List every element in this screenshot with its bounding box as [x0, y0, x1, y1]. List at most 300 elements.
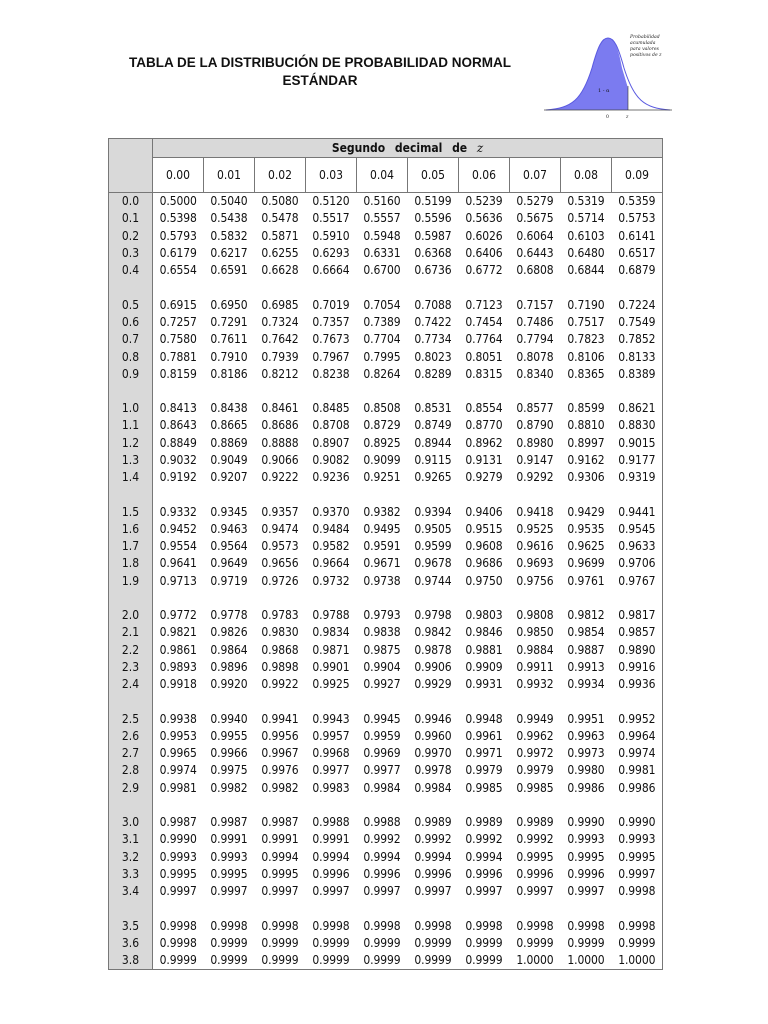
probability-cell: 0.8078 — [516, 349, 554, 364]
probability-cell: 0.9913 — [567, 659, 605, 674]
probability-cell: 0.9916 — [612, 659, 663, 676]
probability-cell: 0.9999 — [153, 952, 204, 970]
probability-cell: 0.9890 — [612, 642, 663, 659]
probability-cell: 0.9999 — [612, 935, 663, 952]
probability-cell: 0.9948 — [465, 711, 503, 726]
probability-cell: 0.9955 — [210, 728, 248, 743]
area-label: 1 - α — [598, 88, 610, 94]
z-value-cell: 1.8 — [109, 555, 153, 572]
probability-cell: 0.8340 — [516, 366, 554, 381]
probability-cell: 0.9998 — [159, 918, 197, 933]
z-value-cell: 1.4 — [109, 469, 153, 486]
probability-cell: 0.5279 — [516, 194, 554, 209]
probability-cell: 0.7549 — [612, 314, 663, 331]
probability-cell: 0.8708 — [312, 418, 350, 433]
probability-cell: 0.9996 — [414, 866, 452, 881]
probability-cell: 0.6103 — [567, 228, 605, 243]
probability-cell: 0.9999 — [312, 935, 350, 950]
probability-cell: 0.5398 — [159, 211, 197, 226]
probability-cell: 0.9997 — [159, 884, 197, 899]
probability-cell: 0.9099 — [363, 453, 401, 467]
probability-cell: 0.9778 — [210, 608, 248, 623]
probability-cell: 0.5199 — [414, 194, 452, 209]
group-spacer — [109, 486, 663, 503]
probability-cell: 0.9236 — [312, 470, 350, 485]
probability-cell: 0.6331 — [363, 246, 401, 261]
probability-cell: 0.9162 — [567, 453, 605, 467]
probability-cell: 0.9980 — [567, 763, 605, 778]
probability-cell: 0.9713 — [159, 573, 197, 588]
probability-cell: 0.9996 — [567, 866, 605, 881]
spacer-cell — [153, 279, 663, 296]
z-value-cell: 1.9 — [109, 573, 153, 590]
table-row — [109, 607, 663, 624]
probability-cell: 0.7995 — [363, 349, 401, 364]
probability-cell: 0.9974 — [159, 763, 197, 778]
probability-cell: 0.9115 — [414, 453, 452, 467]
probability-cell: 0.6480 — [567, 246, 605, 261]
probability-cell: 0.9992 — [516, 832, 554, 847]
probability-cell: 0.9599 — [414, 539, 452, 554]
probability-cell: 0.9963 — [567, 728, 605, 743]
probability-cell: 0.9406 — [465, 504, 503, 519]
probability-cell: 0.9996 — [516, 866, 554, 881]
probability-cell: 0.9989 — [465, 815, 503, 830]
probability-cell: 0.8389 — [612, 366, 663, 383]
probability-cell: 0.9719 — [210, 573, 248, 588]
probability-cell: 0.9925 — [312, 677, 350, 692]
probability-cell: 0.9834 — [312, 625, 350, 640]
table-row — [109, 366, 663, 383]
z-spacer-cell — [109, 486, 153, 503]
probability-cell: 0.9997 — [261, 884, 299, 899]
column-header: 0.01 — [204, 158, 255, 193]
probability-cell: 0.8643 — [159, 418, 197, 433]
probability-cell: 0.7939 — [261, 349, 299, 364]
probability-cell: 0.9999 — [255, 952, 306, 970]
probability-cell: 0.9997 — [567, 884, 605, 899]
probability-cell: 0.7852 — [612, 331, 663, 348]
probability-cell: 0.9957 — [312, 728, 350, 743]
probability-cell: 0.8944 — [414, 435, 452, 450]
probability-cell: 0.5239 — [465, 194, 503, 209]
probability-cell: 0.8365 — [567, 366, 605, 381]
probability-cell: 0.6915 — [159, 297, 197, 312]
z-value-cell: 0.4 — [109, 262, 153, 279]
column-header: 0.00 — [153, 158, 204, 193]
table-row — [109, 659, 663, 676]
table-row — [109, 831, 663, 848]
probability-cell: 0.9525 — [516, 521, 554, 536]
z-value-cell: 2.2 — [109, 642, 153, 659]
probability-cell: 0.5120 — [312, 194, 350, 209]
probability-cell: 0.9986 — [567, 780, 605, 795]
column-header: 0.06 — [459, 158, 510, 193]
probability-cell: 0.9495 — [363, 521, 401, 536]
probability-cell: 0.9898 — [261, 659, 299, 674]
probability-cell: 0.5319 — [567, 194, 605, 209]
table-row — [109, 400, 663, 417]
probability-cell: 0.7257 — [159, 314, 197, 329]
probability-cell: 0.9965 — [159, 746, 197, 761]
probability-cell: 0.8212 — [261, 366, 299, 381]
probability-cell: 1.0000 — [561, 952, 612, 970]
probability-cell: 0.9616 — [516, 539, 554, 554]
z-value-cell: 1.6 — [109, 521, 153, 538]
z-value-cell: 3.3 — [109, 866, 153, 883]
table-row — [109, 624, 663, 641]
probability-cell: 0.7910 — [210, 349, 248, 364]
probability-cell: 0.9992 — [363, 832, 401, 847]
table-row — [109, 642, 663, 659]
z-value-cell: 3.2 — [109, 849, 153, 866]
probability-cell: 0.9981 — [159, 780, 197, 795]
annotation-line-3: para valores — [630, 47, 659, 52]
probability-cell: 0.7704 — [363, 332, 401, 347]
column-header: 0.04 — [357, 158, 408, 193]
probability-cell: 0.5517 — [312, 211, 350, 226]
probability-cell: 0.7580 — [159, 332, 197, 347]
probability-cell: 0.9966 — [210, 746, 248, 761]
probability-cell: 0.7486 — [516, 314, 554, 329]
probability-cell: 0.7967 — [312, 349, 350, 364]
probability-cell: 0.6628 — [261, 263, 299, 278]
probability-cell: 0.9279 — [465, 470, 503, 485]
probability-cell: 0.9821 — [159, 625, 197, 640]
probability-cell: 0.6064 — [516, 228, 554, 243]
table-row — [109, 883, 663, 900]
probability-cell: 0.9803 — [465, 608, 503, 623]
z-value-cell: 0.8 — [109, 348, 153, 365]
probability-cell: 0.9982 — [261, 780, 299, 795]
z-value-cell: 3.4 — [109, 883, 153, 900]
probability-cell: 0.5753 — [612, 210, 663, 227]
probability-cell: 0.7224 — [612, 296, 663, 313]
group-spacer — [109, 383, 663, 400]
z-value-cell: 2.3 — [109, 659, 153, 676]
probability-cell: 0.7291 — [210, 314, 248, 329]
probability-cell: 0.9986 — [612, 780, 663, 797]
probability-cell: 0.9463 — [210, 521, 248, 536]
probability-cell: 0.9997 — [312, 884, 350, 899]
probability-cell: 0.6879 — [612, 262, 663, 279]
table-row — [109, 573, 663, 590]
z-value-cell: 0.2 — [109, 228, 153, 245]
probability-cell: 0.9920 — [210, 677, 248, 692]
z-value-cell: 1.2 — [109, 435, 153, 452]
z-value-cell: 0.9 — [109, 366, 153, 383]
probability-cell: 0.9871 — [312, 642, 350, 657]
probability-cell: 0.9881 — [465, 642, 503, 657]
group-spacer — [109, 693, 663, 710]
probability-cell: 1.0000 — [612, 952, 663, 970]
spacer-cell — [153, 590, 663, 607]
probability-cell: 0.9744 — [414, 573, 452, 588]
probability-cell: 0.9857 — [612, 624, 663, 641]
probability-cell: 0.9664 — [312, 556, 350, 571]
probability-cell: 0.7054 — [363, 297, 401, 312]
table-row — [109, 849, 663, 866]
table-row — [109, 935, 663, 952]
z-value-cell: 3.1 — [109, 831, 153, 848]
probability-cell: 0.5438 — [210, 211, 248, 226]
probability-cell: 0.9977 — [363, 763, 401, 778]
probability-cell: 0.9049 — [210, 453, 248, 467]
probability-cell: 0.6591 — [210, 263, 248, 278]
probability-cell: 0.6293 — [312, 246, 350, 261]
probability-cell: 0.9959 — [363, 728, 401, 743]
probability-cell: 0.7611 — [210, 332, 248, 347]
annotation-line-2: acumulada — [630, 41, 656, 46]
z-value-cell: 0.6 — [109, 314, 153, 331]
probability-cell: 0.9983 — [312, 780, 350, 795]
probability-cell: 0.9932 — [516, 677, 554, 692]
probability-cell: 0.9945 — [363, 711, 401, 726]
probability-cell: 0.9993 — [159, 849, 197, 864]
z-column-header — [109, 139, 153, 193]
column-header: 0.02 — [255, 158, 306, 193]
probability-cell: 0.9441 — [612, 503, 663, 520]
probability-cell: 0.9997 — [363, 884, 401, 899]
table-row — [109, 538, 663, 555]
probability-cell: 0.9973 — [567, 746, 605, 761]
probability-cell: 0.8925 — [363, 435, 401, 450]
probability-cell: 0.8997 — [567, 435, 605, 450]
spacer-cell — [153, 693, 663, 710]
probability-cell: 0.9943 — [312, 711, 350, 726]
probability-cell: 0.6179 — [159, 246, 197, 261]
probability-cell: 0.9999 — [459, 952, 510, 970]
probability-cell: 0.9998 — [516, 918, 554, 933]
column-header: 0.09 — [612, 158, 663, 193]
probability-cell: 0.7881 — [159, 349, 197, 364]
probability-cell: 0.9515 — [465, 521, 503, 536]
probability-cell: 0.7324 — [261, 314, 299, 329]
probability-cell: 0.9345 — [210, 504, 248, 519]
probability-cell: 0.9997 — [612, 866, 663, 883]
probability-cell: 0.9999 — [408, 952, 459, 970]
probability-cell: 0.5948 — [363, 228, 401, 243]
probability-cell: 0.9817 — [612, 607, 663, 624]
probability-cell: 0.9394 — [414, 504, 452, 519]
normal-curve-figure — [542, 28, 674, 122]
probability-cell: 0.8849 — [159, 435, 197, 450]
probability-cell: 0.9826 — [210, 625, 248, 640]
probability-cell: 0.8577 — [516, 401, 554, 416]
probability-cell: 0.9999 — [357, 952, 408, 970]
table-row — [109, 745, 663, 762]
table-row — [109, 710, 663, 727]
probability-cell: 0.9984 — [363, 780, 401, 795]
probability-cell: 0.8621 — [612, 400, 663, 417]
probability-cell: 0.9505 — [414, 521, 452, 536]
probability-cell: 0.9987 — [261, 815, 299, 830]
z-value-cell: 2.6 — [109, 728, 153, 745]
probability-cell: 0.9875 — [363, 642, 401, 657]
probability-cell: 0.5987 — [414, 228, 452, 243]
z-spacer-cell — [109, 279, 153, 296]
probability-cell: 0.9582 — [312, 539, 350, 554]
annotation-line-1: Probabilidad — [630, 35, 660, 40]
group-spacer — [109, 797, 663, 814]
z-spacer-cell — [109, 590, 153, 607]
probability-cell: 0.9999 — [465, 935, 503, 950]
column-header: 0.05 — [408, 158, 459, 193]
probability-cell: 0.9545 — [612, 521, 663, 538]
spacer-cell — [153, 797, 663, 814]
probability-cell: 0.9989 — [414, 815, 452, 830]
probability-cell: 0.9998 — [465, 918, 503, 933]
probability-cell: 0.9985 — [465, 780, 503, 795]
probability-cell: 0.9936 — [612, 676, 663, 693]
probability-cell: 0.9656 — [261, 556, 299, 571]
probability-cell: 0.9265 — [414, 470, 452, 485]
probability-cell: 0.8810 — [567, 418, 605, 433]
probability-cell: 0.8315 — [465, 366, 503, 381]
group-spacer — [109, 590, 663, 607]
probability-cell: 0.9956 — [261, 728, 299, 743]
column-header: 0.03 — [306, 158, 357, 193]
probability-cell: 0.9861 — [159, 642, 197, 657]
probability-cell: 0.7764 — [465, 332, 503, 347]
probability-cell: 0.9976 — [261, 763, 299, 778]
probability-cell: 0.9370 — [312, 504, 350, 519]
probability-cell: 0.9901 — [312, 659, 350, 674]
probability-cell: 0.9868 — [261, 642, 299, 657]
probability-cell: 0.9994 — [465, 849, 503, 864]
probability-cell: 0.8485 — [312, 401, 350, 416]
z-value-cell: 1.3 — [109, 452, 153, 469]
z-value-cell: 1.1 — [109, 417, 153, 434]
probability-cell: 0.8729 — [363, 418, 401, 433]
probability-cell: 0.9974 — [612, 745, 663, 762]
probability-cell: 0.6554 — [159, 263, 197, 278]
probability-cell: 0.9994 — [414, 849, 452, 864]
probability-cell: 0.6985 — [261, 297, 299, 312]
axis-z-label: z — [626, 115, 629, 120]
table-row — [109, 417, 663, 434]
probability-cell: 0.8749 — [414, 418, 452, 433]
probability-cell: 0.9997 — [210, 884, 248, 899]
probability-cell: 0.9929 — [414, 677, 452, 692]
probability-cell: 0.6255 — [261, 246, 299, 261]
probability-cell: 0.9998 — [414, 918, 452, 933]
probability-cell: 0.9418 — [516, 504, 554, 519]
probability-cell: 0.5160 — [363, 194, 401, 209]
z-value-cell: 3.5 — [109, 917, 153, 934]
probability-cell: 0.7123 — [465, 297, 503, 312]
probability-cell: 0.6664 — [312, 263, 350, 278]
probability-cell: 0.9808 — [516, 608, 554, 623]
probability-cell: 0.9964 — [612, 728, 663, 745]
probability-cell: 0.6844 — [567, 263, 605, 278]
probability-cell: 0.9962 — [516, 728, 554, 743]
table-row — [109, 780, 663, 797]
probability-cell: 0.9292 — [516, 470, 554, 485]
probability-cell: 0.6517 — [612, 245, 663, 262]
table-row — [109, 952, 663, 970]
probability-cell: 0.9934 — [567, 677, 605, 692]
probability-cell: 0.8159 — [159, 366, 197, 381]
probability-cell: 0.8770 — [465, 418, 503, 433]
probability-cell: 0.9911 — [516, 659, 554, 674]
probability-cell: 0.9999 — [516, 935, 554, 950]
probability-cell: 0.9032 — [159, 453, 197, 467]
probability-cell: 0.7517 — [567, 314, 605, 329]
probability-cell: 0.9918 — [159, 677, 197, 692]
probability-cell: 0.9995 — [612, 849, 663, 866]
probability-cell: 0.9896 — [210, 659, 248, 674]
z-value-cell: 3.8 — [109, 952, 153, 970]
probability-cell: 0.7389 — [363, 314, 401, 329]
probability-cell: 0.9971 — [465, 746, 503, 761]
probability-cell: 0.9767 — [612, 573, 663, 590]
probability-cell: 0.9788 — [312, 608, 350, 623]
probability-cell: 0.5080 — [261, 194, 299, 209]
probability-cell: 0.9996 — [312, 866, 350, 881]
probability-cell: 0.9996 — [363, 866, 401, 881]
probability-cell: 0.8289 — [414, 366, 452, 381]
table-row — [109, 210, 663, 227]
probability-cell: 0.8133 — [612, 348, 663, 365]
probability-cell: 0.9429 — [567, 504, 605, 519]
probability-cell: 0.9693 — [516, 556, 554, 571]
title-line-1: TABLA DE LA DISTRIBUCIÓN DE PROBABILIDAD NORMAL — [129, 55, 511, 70]
probability-cell: 0.7454 — [465, 314, 503, 329]
probability-cell: 0.9772 — [159, 608, 197, 623]
probability-cell: 0.9984 — [414, 780, 452, 795]
z-value-cell: 2.1 — [109, 624, 153, 641]
table-row — [109, 762, 663, 779]
probability-cell: 0.9850 — [516, 625, 554, 640]
z-spacer-cell — [109, 797, 153, 814]
probability-cell: 0.9830 — [261, 625, 299, 640]
probability-cell: 0.8790 — [516, 418, 554, 433]
probability-cell: 0.5596 — [414, 211, 452, 226]
probability-cell: 0.9972 — [516, 746, 554, 761]
probability-cell: 0.8238 — [312, 366, 350, 381]
z-value-cell: 2.0 — [109, 607, 153, 624]
probability-cell: 0.9761 — [567, 573, 605, 588]
page-title — [100, 54, 540, 90]
z-spacer-cell — [109, 693, 153, 710]
probability-cell: 0.9995 — [210, 866, 248, 881]
probability-cell: 0.9564 — [210, 539, 248, 554]
probability-cell: 0.9591 — [363, 539, 401, 554]
probability-cell: 0.8023 — [414, 349, 452, 364]
probability-cell: 0.7642 — [261, 332, 299, 347]
probability-cell: 0.6736 — [414, 263, 452, 278]
header-variable: z — [476, 141, 484, 155]
probability-cell: 0.8665 — [210, 418, 248, 433]
probability-cell: 0.5675 — [516, 211, 554, 226]
probability-cell: 0.5871 — [261, 228, 299, 243]
probability-cell: 0.9207 — [210, 470, 248, 485]
probability-cell: 0.9990 — [159, 832, 197, 847]
probability-cell: 0.6700 — [363, 263, 401, 278]
header-title: Segundo decimal de — [331, 141, 468, 155]
probability-cell: 0.9474 — [261, 521, 299, 536]
table-row — [109, 676, 663, 693]
axis-zero-label: 0 — [606, 115, 609, 120]
spacer-cell — [153, 900, 663, 917]
probability-cell: 0.9625 — [567, 539, 605, 554]
probability-cell: 0.9940 — [210, 711, 248, 726]
probability-cell: 0.6217 — [210, 246, 248, 261]
probability-cell: 0.9750 — [465, 573, 503, 588]
probability-cell: 0.9994 — [363, 849, 401, 864]
probability-cell: 0.9946 — [414, 711, 452, 726]
